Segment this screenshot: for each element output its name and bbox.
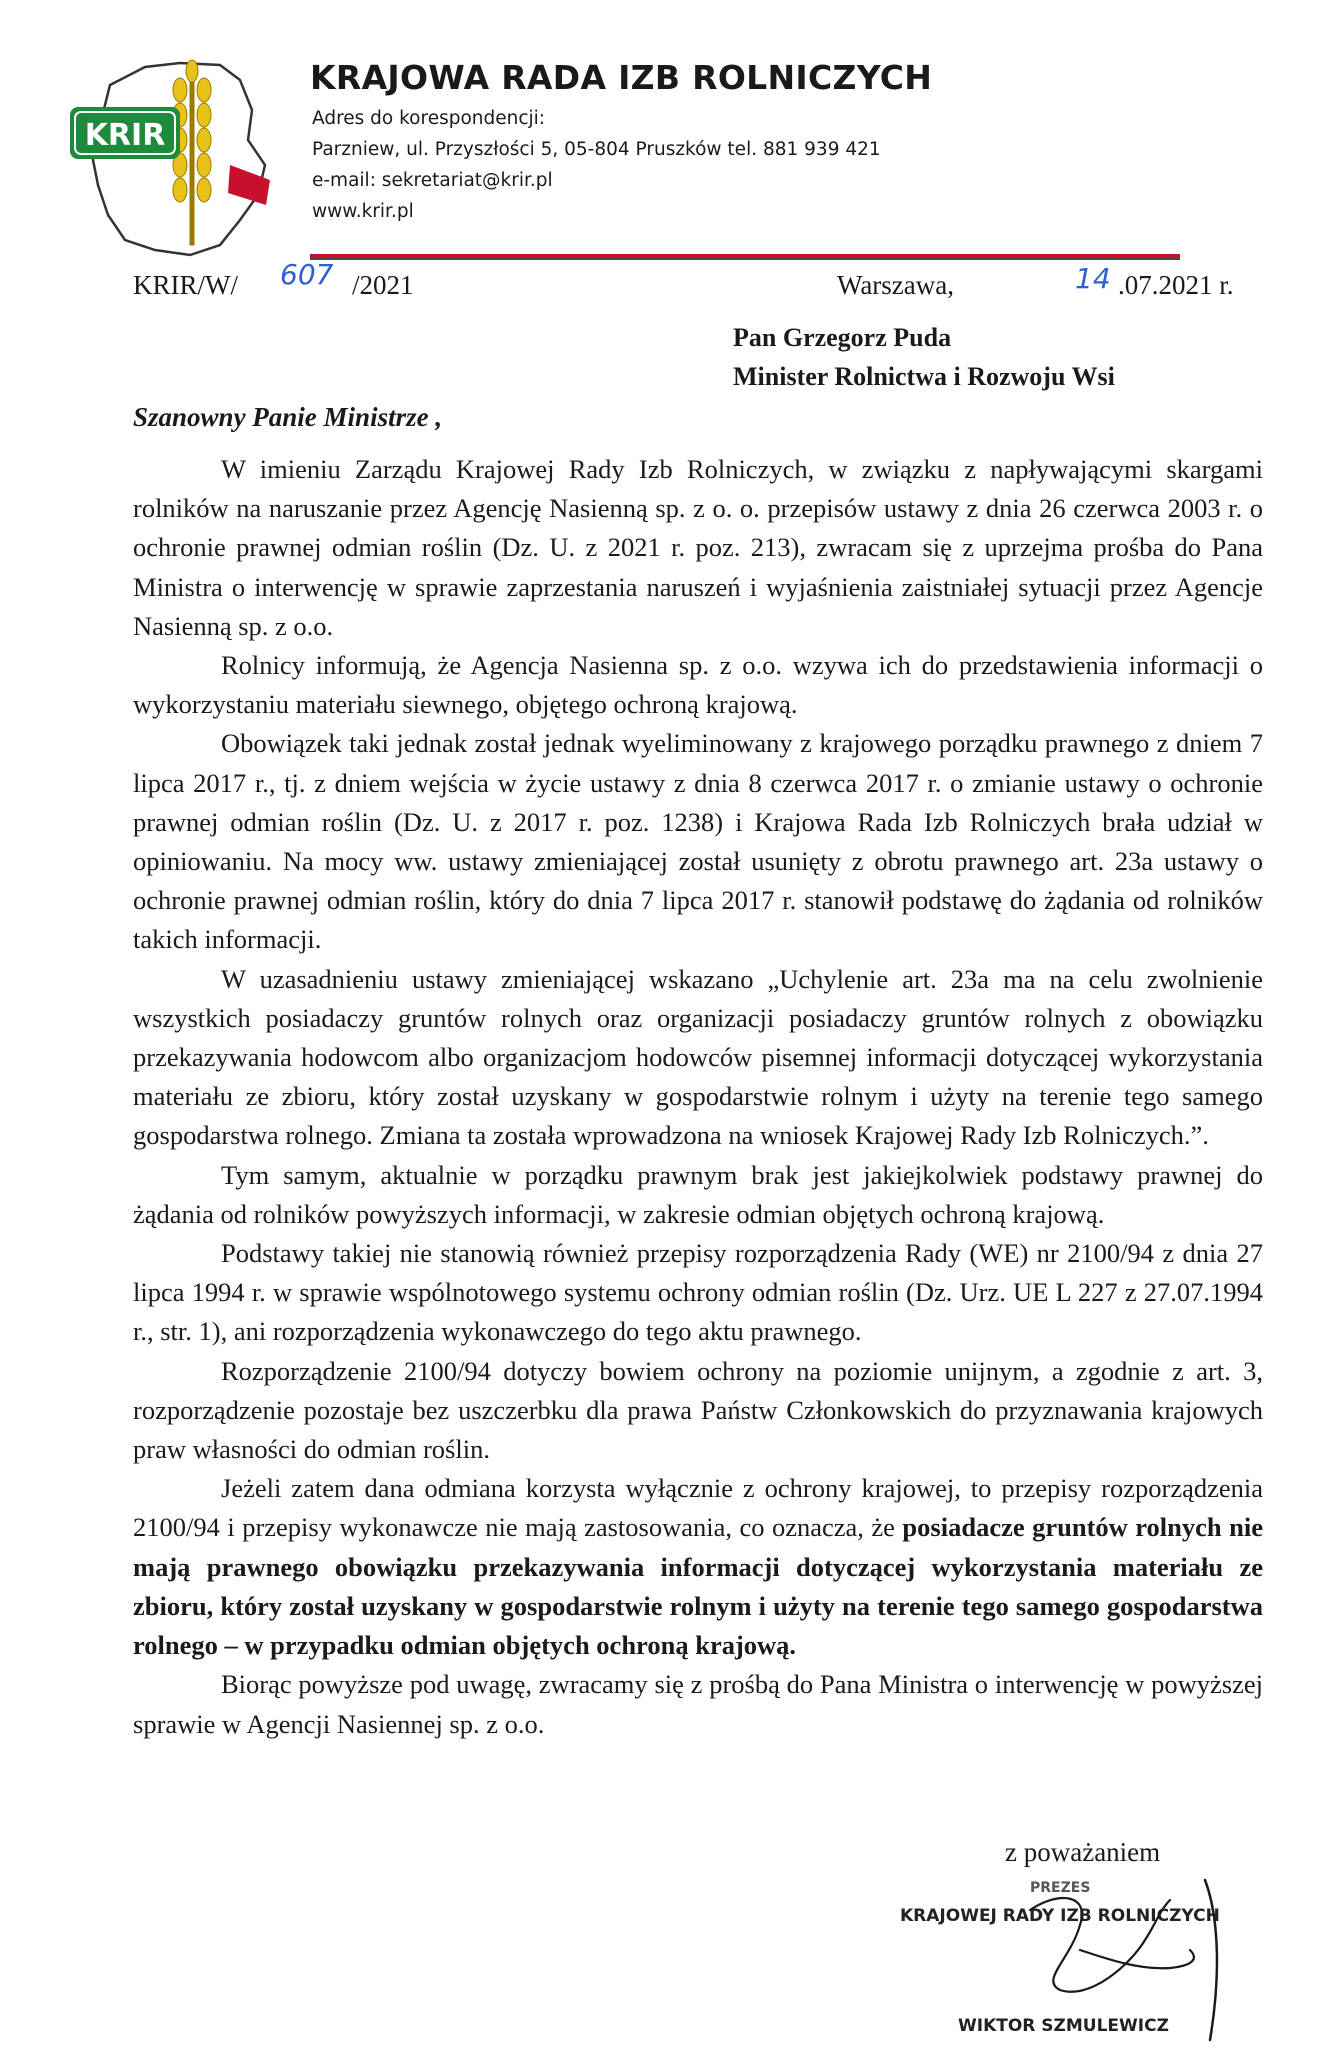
date-rest: .07.2021 r.: [1118, 270, 1234, 300]
stamp-org: KRAJOWEJ RADY IZB ROLNICZYCH: [900, 1906, 1220, 1926]
paragraph-3: Obowiązek taki jednak został jednak wyeliminowany z krajowego porządku prawnego z dniem 7 lipca 2017 r., tj. z dniem wejścia w życie ustawy z dnia 8 czerwca 2017 r. o zmianie ustawy o ochronie prawnej odmian roślin (Dz. U. z 2017 r. poz. 1238) i Krajowa Rada Izb Rolniczych brała udział w opiniowaniu. Na mocy ww. ustawy zmieniającej został usunięty z obrotu prawnego art. 23a ustawy o ochronie prawnej odmian roślin, który do dnia 7 lipca 2017 r. stanowił podstawę do żądania od rolników takich informacji.: [133, 728, 1263, 955]
logo-text: KRIR: [84, 118, 166, 153]
stamp-name: WIKTOR SZMULEWICZ: [958, 2016, 1169, 2036]
header-rule-dark: [310, 258, 1180, 260]
krir-logo: [70, 55, 285, 265]
handwritten-signature: [1020, 1870, 1240, 2050]
paragraph-8-bold: posiadacze gruntów rolnych nie mają prawnego obowiązku przekazywania informacji dotyczącej wykorzystania materiału ze zbioru, który został uzyskany w gospodarstwie rolnym i użyty na terenie tego samego gospodarstwa rolnego – w przypadku odmian objętych ochroną krajową.: [133, 1512, 1264, 1661]
salutation: Szanowny Panie Ministrze ,: [133, 402, 443, 432]
stamp-role: PREZES: [1030, 1880, 1091, 1896]
paragraph-8-text: Jeżeli zatem dana odmiana korzysta wyłącznie z ochrony krajowej, to przepisy rozporządzenia 2100/94 i przepisy wykonawcze nie mają zastosowania, co oznacza, że: [133, 1473, 1263, 1543]
paragraph-1: W imieniu Zarządu Krajowej Rady Izb Rolniczych, w związku z napływającymi skargami rolników na naruszanie przez Agencję Nasienną sp. z o. o. przepisów ustawy z dnia 26 czerwca 2003 r. o ochronie prawnej odmian roślin (Dz. U. z 2021 r. poz. 213), zwracam się z uprzejma prośba do Pana Ministra o interwencję w sprawie zaprzestania naruszeń i wyjaśnienia zaistniałej sytuacji przez Agencje Nasienną sp. z o.o.: [133, 454, 1263, 641]
paragraph-5: Tym samym, aktualnie w porządku prawnym brak jest jakiejkolwiek podstawy prawnej do żądania od rolników powyższych informacji, w zakresie odmian objętych ochroną krajową.: [133, 1159, 1263, 1229]
addressee-name: Pan Grzegorz Puda: [733, 323, 952, 352]
paragraph-6: Podstawy takiej nie stanowią również przepisy rozporządzenia Rady (WE) nr 2100/94 z dnia 27 lipca 1994 r. w sprawie wspólnotowego systemu ochrony odmian roślin (Dz. Urz. UE L 227 z 27.07.1994 r., str. 1), ani rozporządzenia wykonawczego do tego aktu prawnego.: [133, 1238, 1263, 1347]
paragraph-7: Rozporządzenie 2100/94 dotyczy bowiem ochrony na poziomie unijnym, a zgodnie z art. 3, rozporządzenie pozostaje bez uszczerbku dla prawa Państw Członkowskich do przyznawania krajowych praw własności do odmian roślin.: [133, 1355, 1263, 1465]
ref-number-handwritten: 607: [280, 258, 334, 291]
address-label: Adres do korespondencji:: [312, 108, 546, 129]
org-name: KRAJOWA RADA IZB ROLNICZYCH: [310, 58, 933, 97]
city: Warszawa,: [837, 270, 955, 300]
ref-prefix: KRIR/W/: [133, 270, 238, 300]
ref-suffix: /2021: [352, 270, 414, 300]
paragraph-8: [133, 1469, 1263, 1665]
website: www.krir.pl: [312, 201, 414, 222]
address: Parzniew, ul. Przyszłości 5, 05-804 Pruszków tel. 881 939 421: [312, 139, 881, 160]
paragraph-4: W uzasadnieniu ustawy zmieniającej wskazano „Uchylenie art. 23a ma na celu zwolnienie wszystkich posiadaczy gruntów rolnych oraz organizacji posiadaczy gruntów rolnych z obowiązku przekazywania hodowcom albo organizacjom hodowców pisemnej informacji dotyczącej wykorzystania materiału ze zbioru, który został uzyskany w gospodarstwie rolnym i użyty na terenie tego samego gospodarstwa rolnego. Zmiana ta została wprowadzona na wniosek Krajowej Rady Izb Rolniczych.”.: [133, 963, 1263, 1151]
email: e-mail: sekretariat@krir.pl: [312, 170, 553, 191]
closing: z poważaniem: [1005, 1837, 1161, 1867]
paragraph-9: Biorąc powyższe pod uwagę, zwracamy się z prośbą do Pana Ministra o interwencję w powyższej sprawie w Agencji Nasiennej sp. z o.o.: [133, 1669, 1263, 1739]
letter-body: [133, 450, 1263, 1744]
day-handwritten: 14: [1075, 262, 1111, 295]
paragraph-2: Rolnicy informują, że Agencja Nasienna sp. z o.o. wzywa ich do przedstawienia informacji o wykorzystaniu materiału siewnego, objętego ochroną krajową.: [133, 650, 1263, 720]
addressee-title: Minister Rolnictwa i Rozwoju Wsi: [733, 362, 1115, 391]
